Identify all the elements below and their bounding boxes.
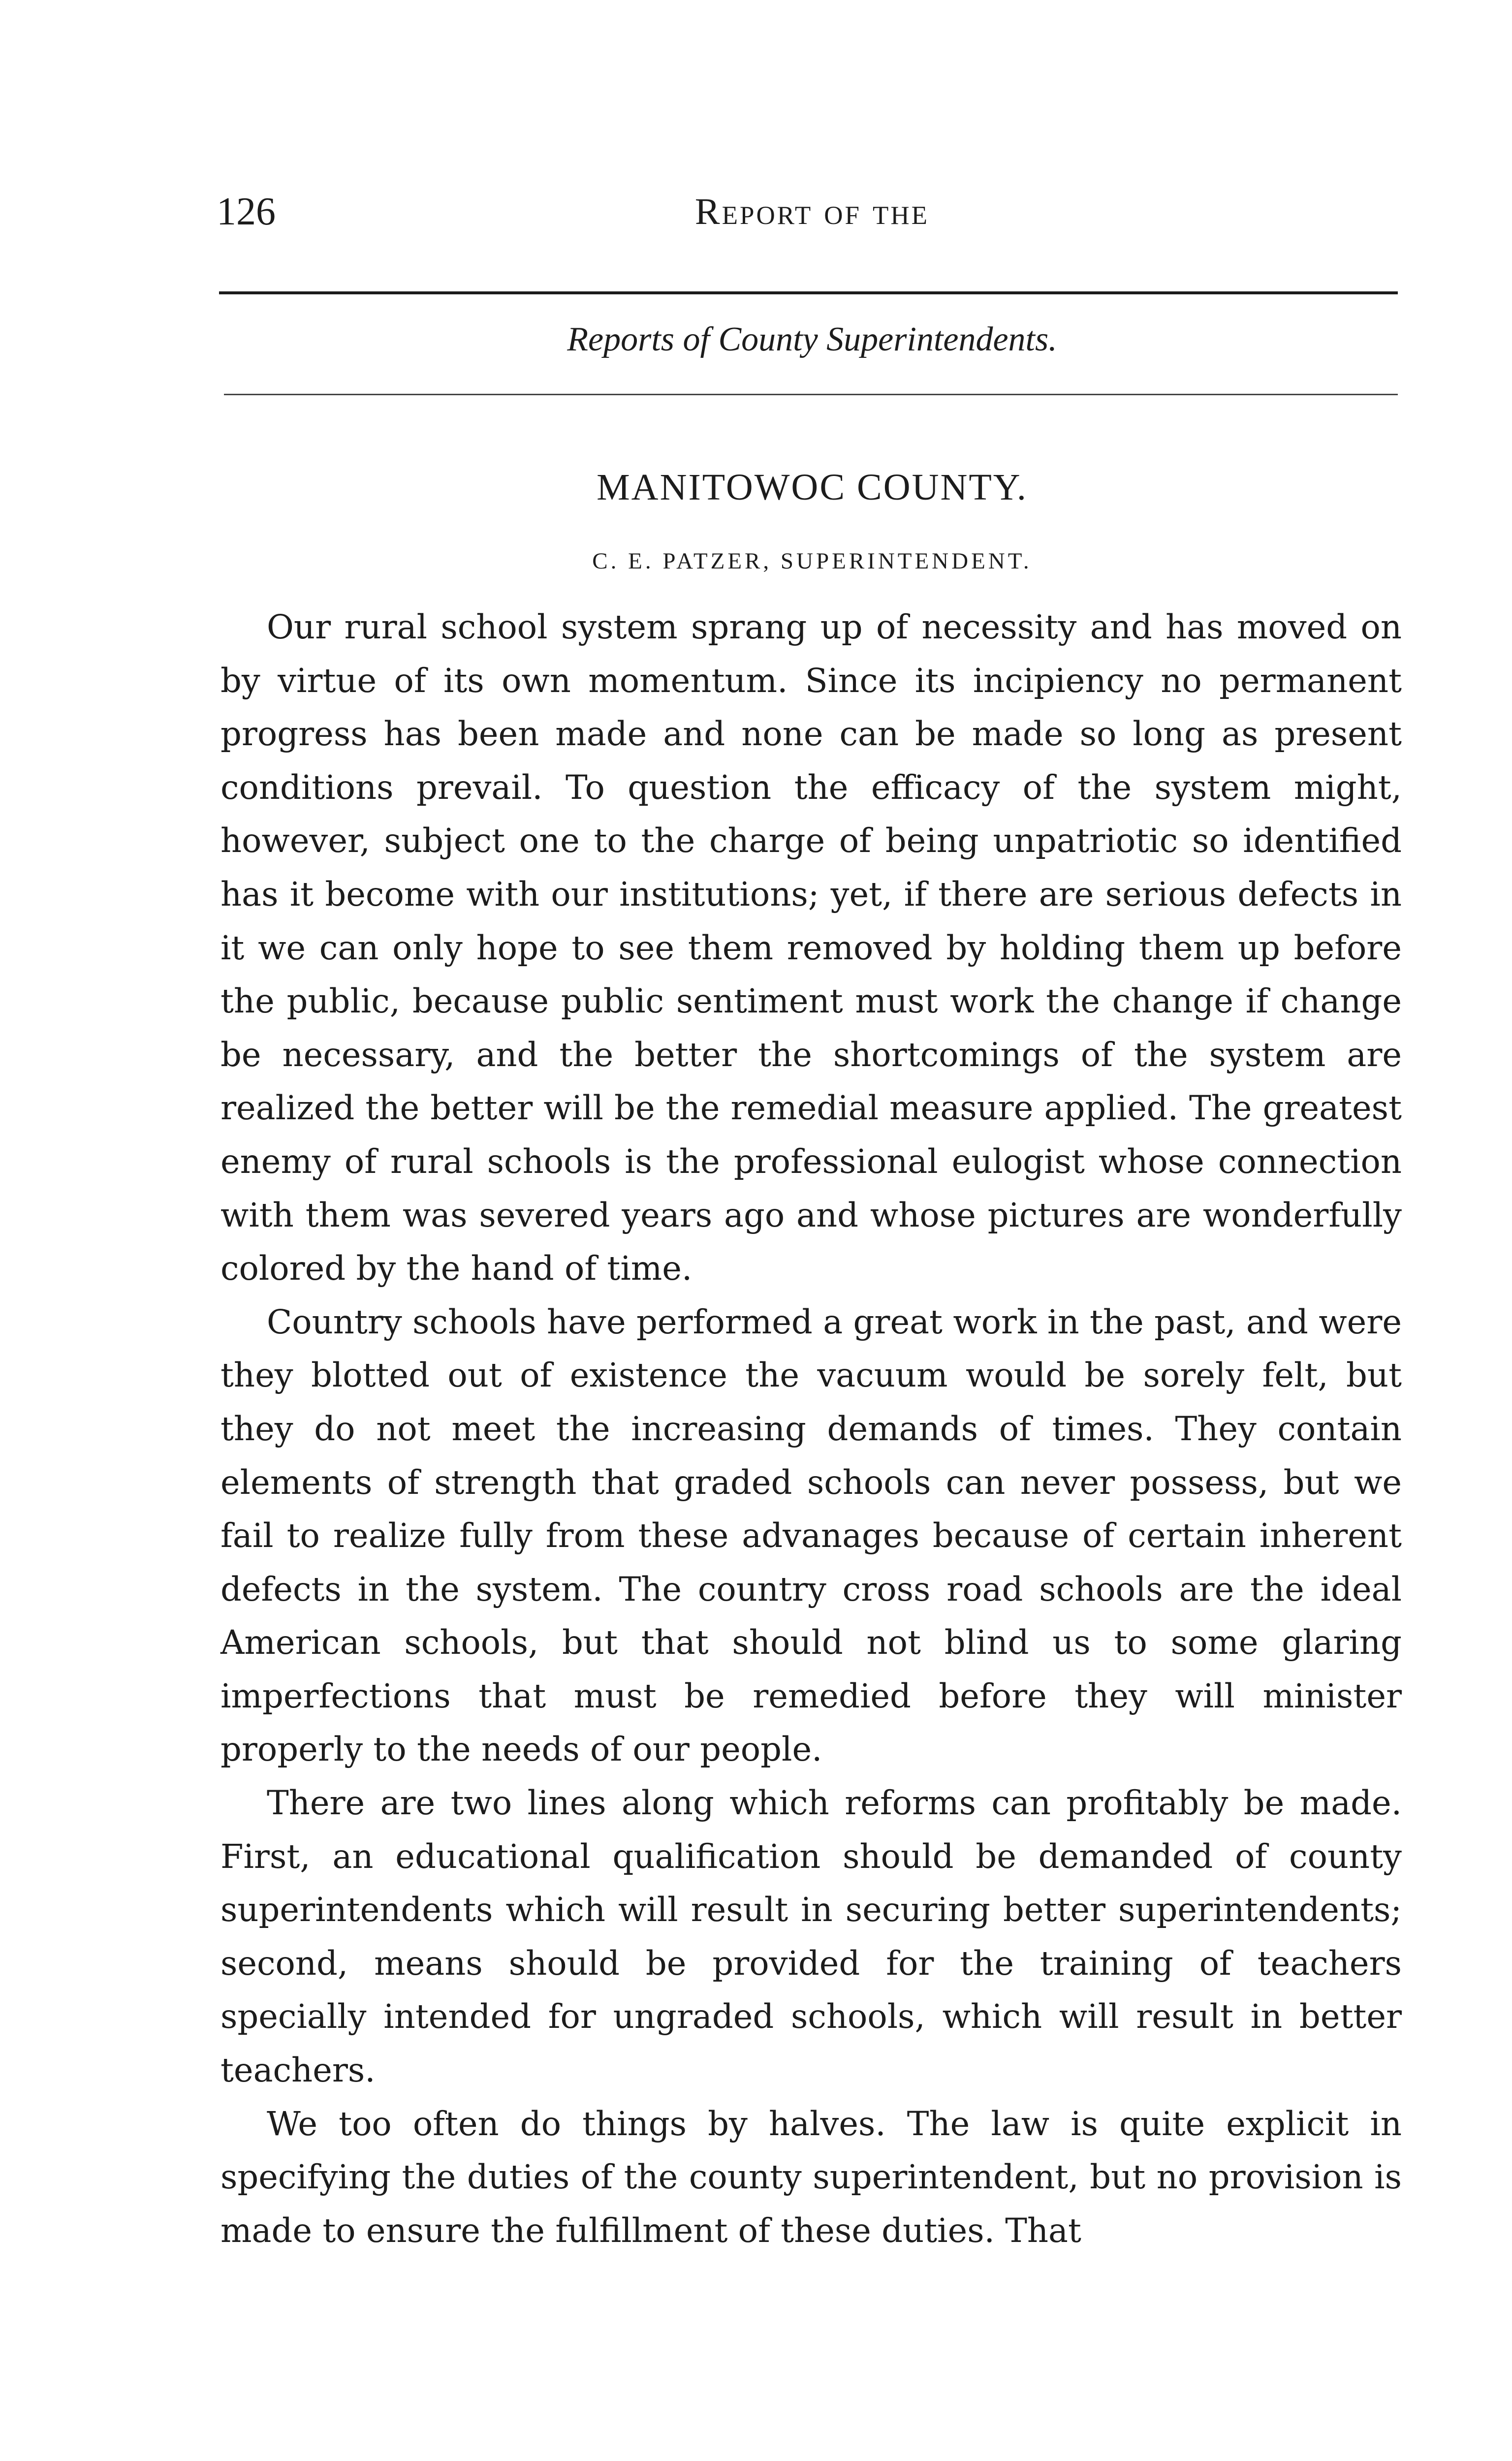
county-title: MANITOWOC COUNTY. [597,467,1028,508]
paragraph: We too often do things by halves. The law is quite explicit in specifying the duties of the county superintendent, but no provision is made to ensure the fulfillment of these duties. That [220,2104,1402,2250]
running-title: Report of the [694,191,930,232]
paragraph: Country schools have performed a great work in the past, and were they blotted out of existence the vacuum would be sorely felt, but they do not meet the increasing demands of times. They contain elements of strength that graded schools can never possess, but we fail to realize fully from these advanages because of certain inherent defects in the system. The country cross road schools are the ideal American schools, but that should not blind us to some glaring imperfections that must be remedied before they will minister properly to the needs of our people. [220,1302,1402,1769]
paragraph: Our rural school system sprang up of necessity and has moved on by virtue of its own momentum. Since its incipiency no permanent progress has been made and none can be made so long as present conditions prevail. To question the efficacy of the system might, however, subject one to the charge of being unpatriotic so identified has it become with our institutions; yet, if there are serious defects in it we can only hope to see them removed by holding them up before the public, because public sentiment must work the change if change be necessary, and the better the shortcomings of the system are realized the better will be the remedial measure applied. The greatest enemy of rural schools is the professional eulogist whose connection with them was severed years ago and whose pictures are wonderfully colored by the hand of time. [220,608,1402,1288]
header-rule [219,291,1398,294]
page-number: 126 [217,190,276,233]
report-body [220,600,1402,2257]
paragraph: There are two lines along which reforms can profitably be made. First, an educational qualification should be demanded of county superintendents which will result in securing better superintendents; second, means should be provided for the training of teachers specially intended for ungraded schools, which will result in better teachers. [220,1784,1402,2090]
superintendent-byline: C. E. PATZER, SUPERINTENDENT. [592,548,1032,574]
section-heading: Reports of County Superintendents. [567,320,1057,358]
running-head [217,187,1408,246]
section-rule [224,394,1398,395]
